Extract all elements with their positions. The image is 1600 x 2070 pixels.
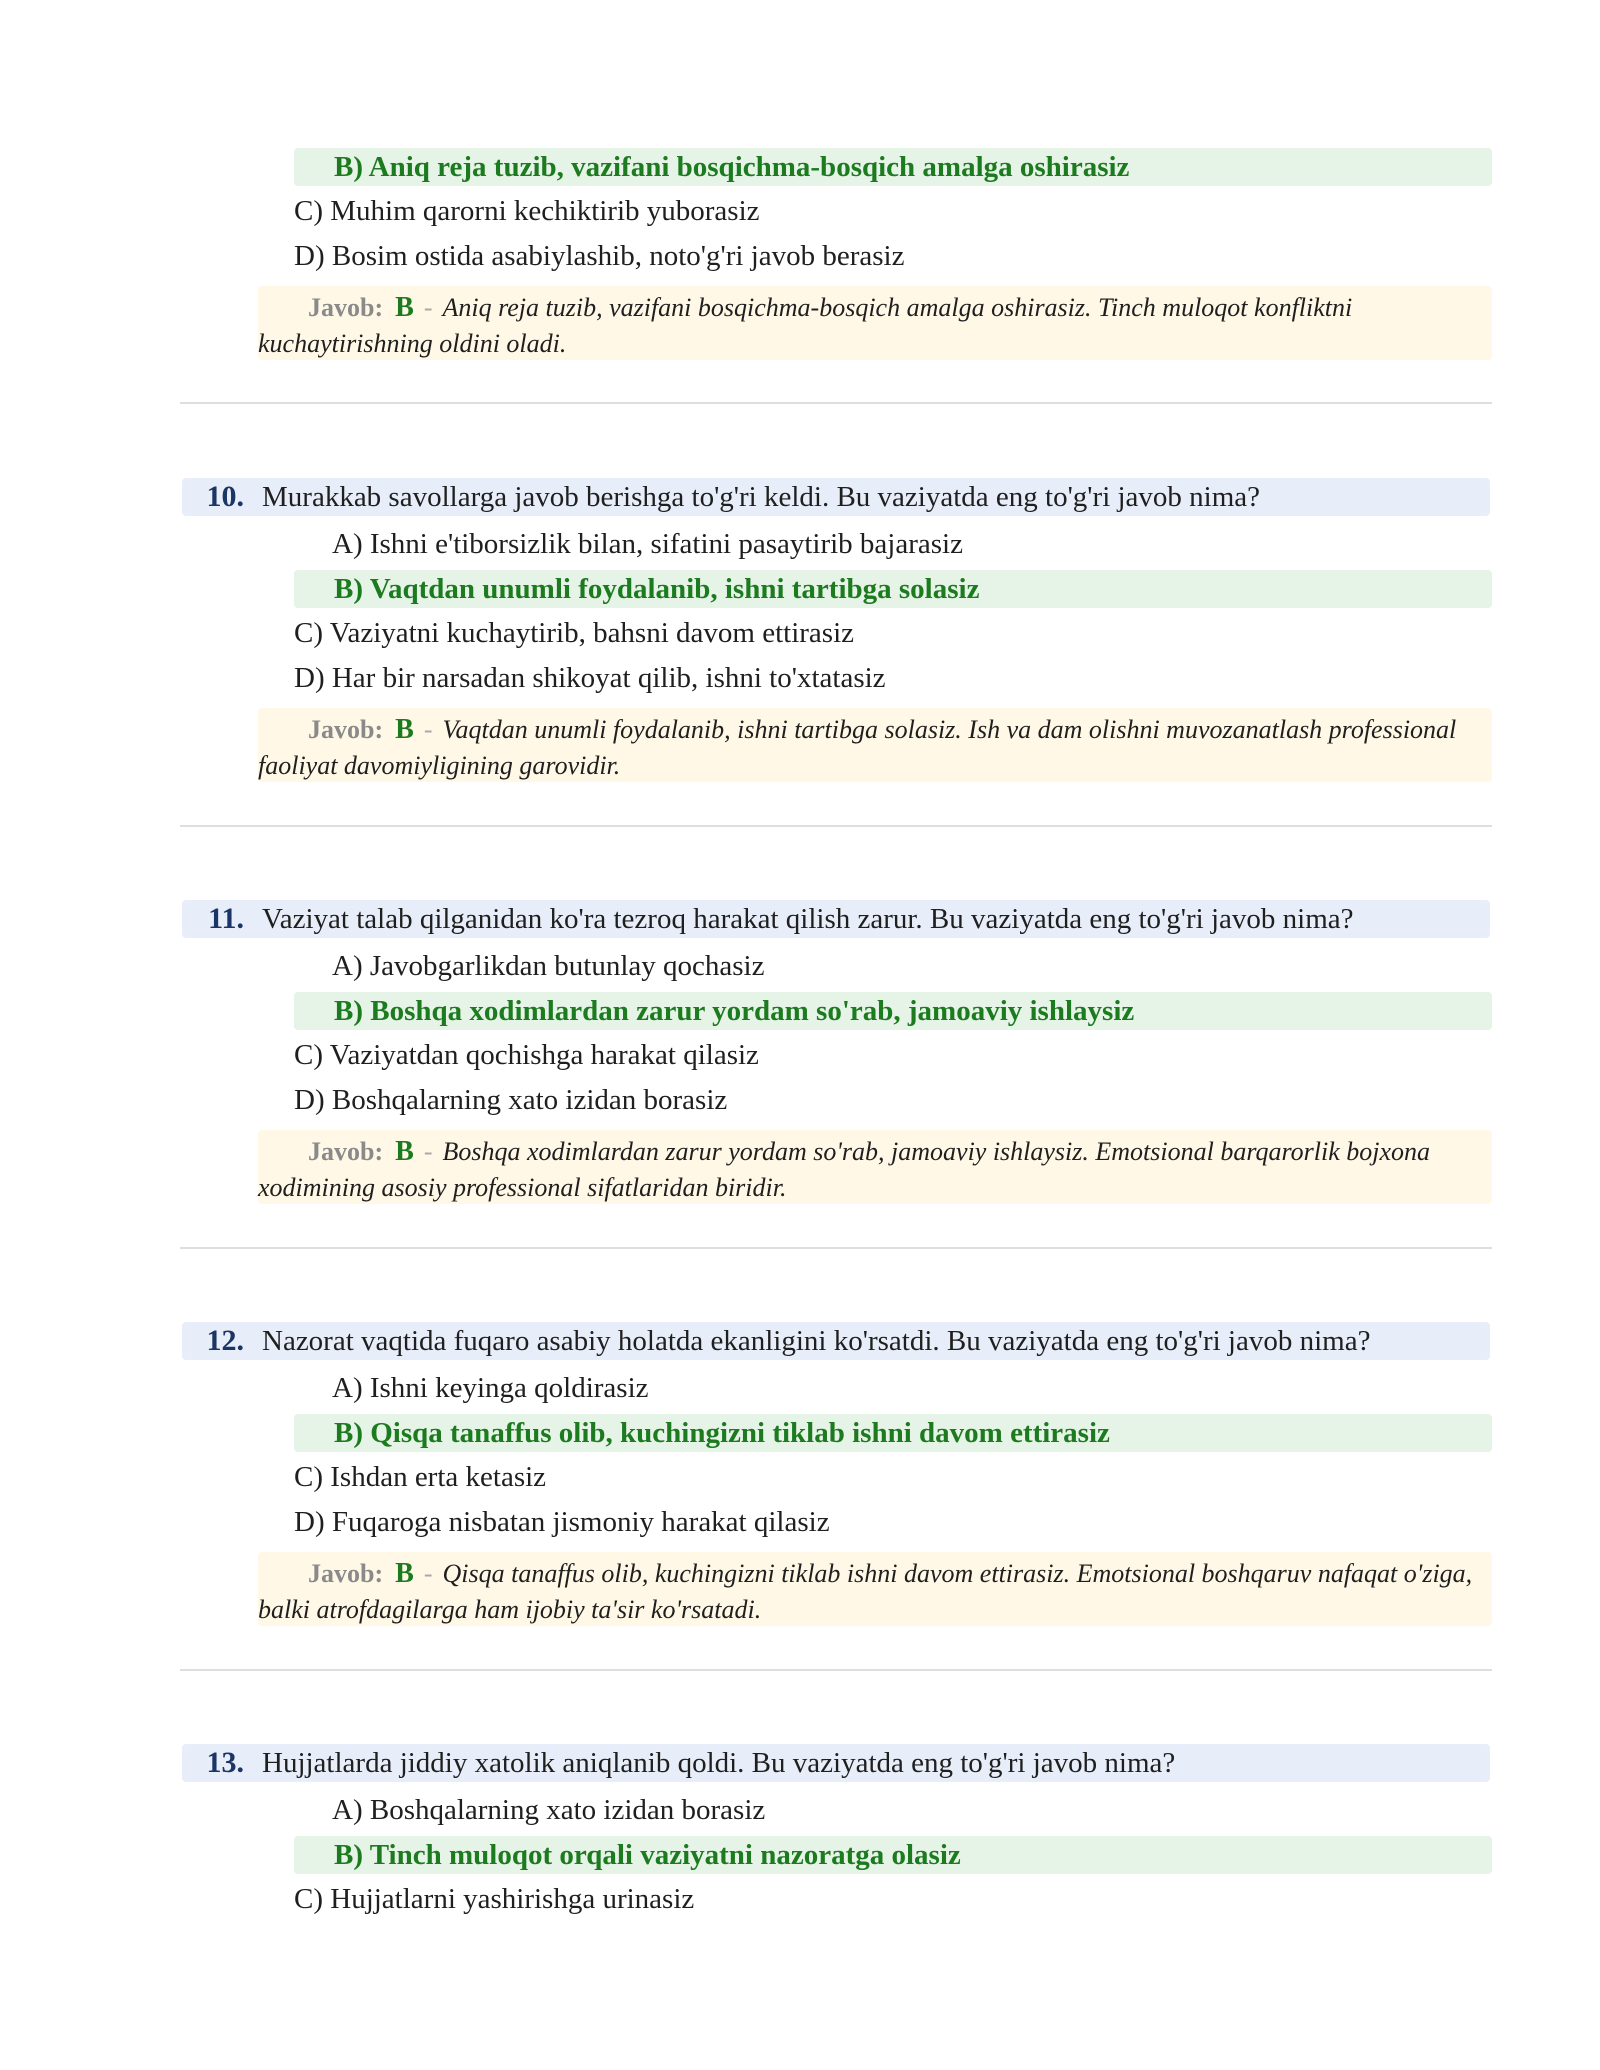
q11-option-d: D) Boshqalarning xato izidan borasiz (294, 1084, 728, 1116)
q10-answer-box (258, 708, 1492, 782)
answer-explanation: Aniq reja tuzib, vazifani bosqichma-bosqich amalga oshirasiz. Tinch muloqot konfliktni kuchaytirishning oldini oladi. (258, 293, 1353, 358)
q10-option-c: C) Vaziyatni kuchaytirib, bahsni davom ettirasiz (294, 617, 854, 649)
answer-dash: - (423, 1559, 433, 1588)
question-number: 13. (206, 1746, 244, 1779)
q13-option-b-correct: B) Tinch muloqot orqali vaziyatni nazoratga olasiz (294, 1836, 1492, 1874)
answer-dash: - (423, 1137, 433, 1166)
answer-explanation: Vaqtdan unumli foydalanib, ishni tartibga solasiz. Ish va dam olishni muvozanatlash professional faoliyat davomiyligining garovidir. (258, 715, 1457, 780)
q10-option-a: A) Ishni e'tiborsizlik bilan, sifatini pasaytirib bajarasiz (332, 528, 963, 560)
q13-option-c: C) Hujjatlarni yashirishga urinasiz (294, 1883, 695, 1915)
question-number: 10. (206, 480, 244, 513)
answer-label: Javob: (308, 293, 384, 322)
q9-answer-box (258, 286, 1492, 360)
question-header-13 (182, 1744, 1490, 1782)
q11-option-c: C) Vaziyatdan qochishga harakat qilasiz (294, 1039, 759, 1071)
answer-letter: B (395, 1136, 414, 1167)
question-text: Hujjatlarda jiddiy xatolik aniqlanib qoldi. Bu vaziyatda eng to'g'ri javob nima? (262, 1746, 1176, 1779)
question-header-10 (182, 478, 1490, 516)
answer-label: Javob: (308, 1137, 384, 1166)
question-text: Vaziyat talab qilganidan ko'ra tezroq harakat qilish zarur. Bu vaziyatda eng to'g'ri javob nima? (262, 902, 1354, 935)
q12-option-b-correct: B) Qisqa tanaffus olib, kuchingizni tiklab ishni davom ettirasiz (294, 1414, 1492, 1452)
question-text: Murakkab savollarga javob berishga to'g'ri keldi. Bu vaziyatda eng to'g'ri javob nima? (262, 480, 1261, 513)
separator (180, 1247, 1492, 1249)
answer-explanation: Boshqa xodimlardan zarur yordam so'rab, jamoaviy ishlaysiz. Emotsional barqarorlik bojxona xodimining asosiy professional sifatlaridan biridir. (258, 1137, 1431, 1202)
separator (180, 402, 1492, 404)
answer-letter: B (395, 292, 414, 323)
q11-option-b-correct: B) Boshqa xodimlardan zarur yordam so'rab, jamoaviy ishlaysiz (294, 992, 1492, 1030)
answer-letter: B (395, 1558, 414, 1589)
separator (180, 1669, 1492, 1671)
answer-dash: - (423, 293, 433, 322)
q13-option-a: A) Boshqalarning xato izidan borasiz (332, 1794, 766, 1826)
answer-dash: - (423, 715, 433, 744)
q12-option-d: D) Fuqaroga nisbatan jismoniy harakat qilasiz (294, 1506, 830, 1538)
q9-option-b-correct: B) Aniq reja tuzib, vazifani bosqichma-bosqich amalga oshirasiz (294, 148, 1492, 186)
separator (180, 825, 1492, 827)
q10-option-b-correct: B) Vaqtdan unumli foydalanib, ishni tartibga solasiz (294, 570, 1492, 608)
q12-option-a: A) Ishni keyinga qoldirasiz (332, 1372, 649, 1404)
question-number: 12. (206, 1324, 244, 1357)
q11-option-a: A) Javobgarlikdan butunlay qochasiz (332, 950, 765, 982)
answer-label: Javob: (308, 715, 384, 744)
q10-option-d: D) Har bir narsadan shikoyat qilib, ishni to'xtatasiz (294, 662, 886, 694)
q11-answer-box (258, 1130, 1492, 1204)
q9-option-c: C) Muhim qarorni kechiktirib yuborasiz (294, 195, 760, 227)
question-number: 11. (208, 902, 244, 935)
answer-label: Javob: (308, 1559, 384, 1588)
q12-answer-box (258, 1552, 1492, 1626)
answer-letter: B (395, 714, 414, 745)
question-header-12 (182, 1322, 1490, 1360)
q9-option-d: D) Bosim ostida asabiylashib, noto'g'ri javob berasiz (294, 240, 905, 272)
q12-option-c: C) Ishdan erta ketasiz (294, 1461, 547, 1493)
question-text: Nazorat vaqtida fuqaro asabiy holatda ekanligini ko'rsatdi. Bu vaziyatda eng to'g'ri javob nima? (262, 1324, 1371, 1357)
question-header-11 (182, 900, 1490, 938)
answer-explanation: Qisqa tanaffus olib, kuchingizni tiklab ishni davom ettirasiz. Emotsional boshqaruv nafaqat o'ziga, balki atrofdagilarga ham ijobiy ta'sir ko'rsatadi. (258, 1559, 1473, 1624)
